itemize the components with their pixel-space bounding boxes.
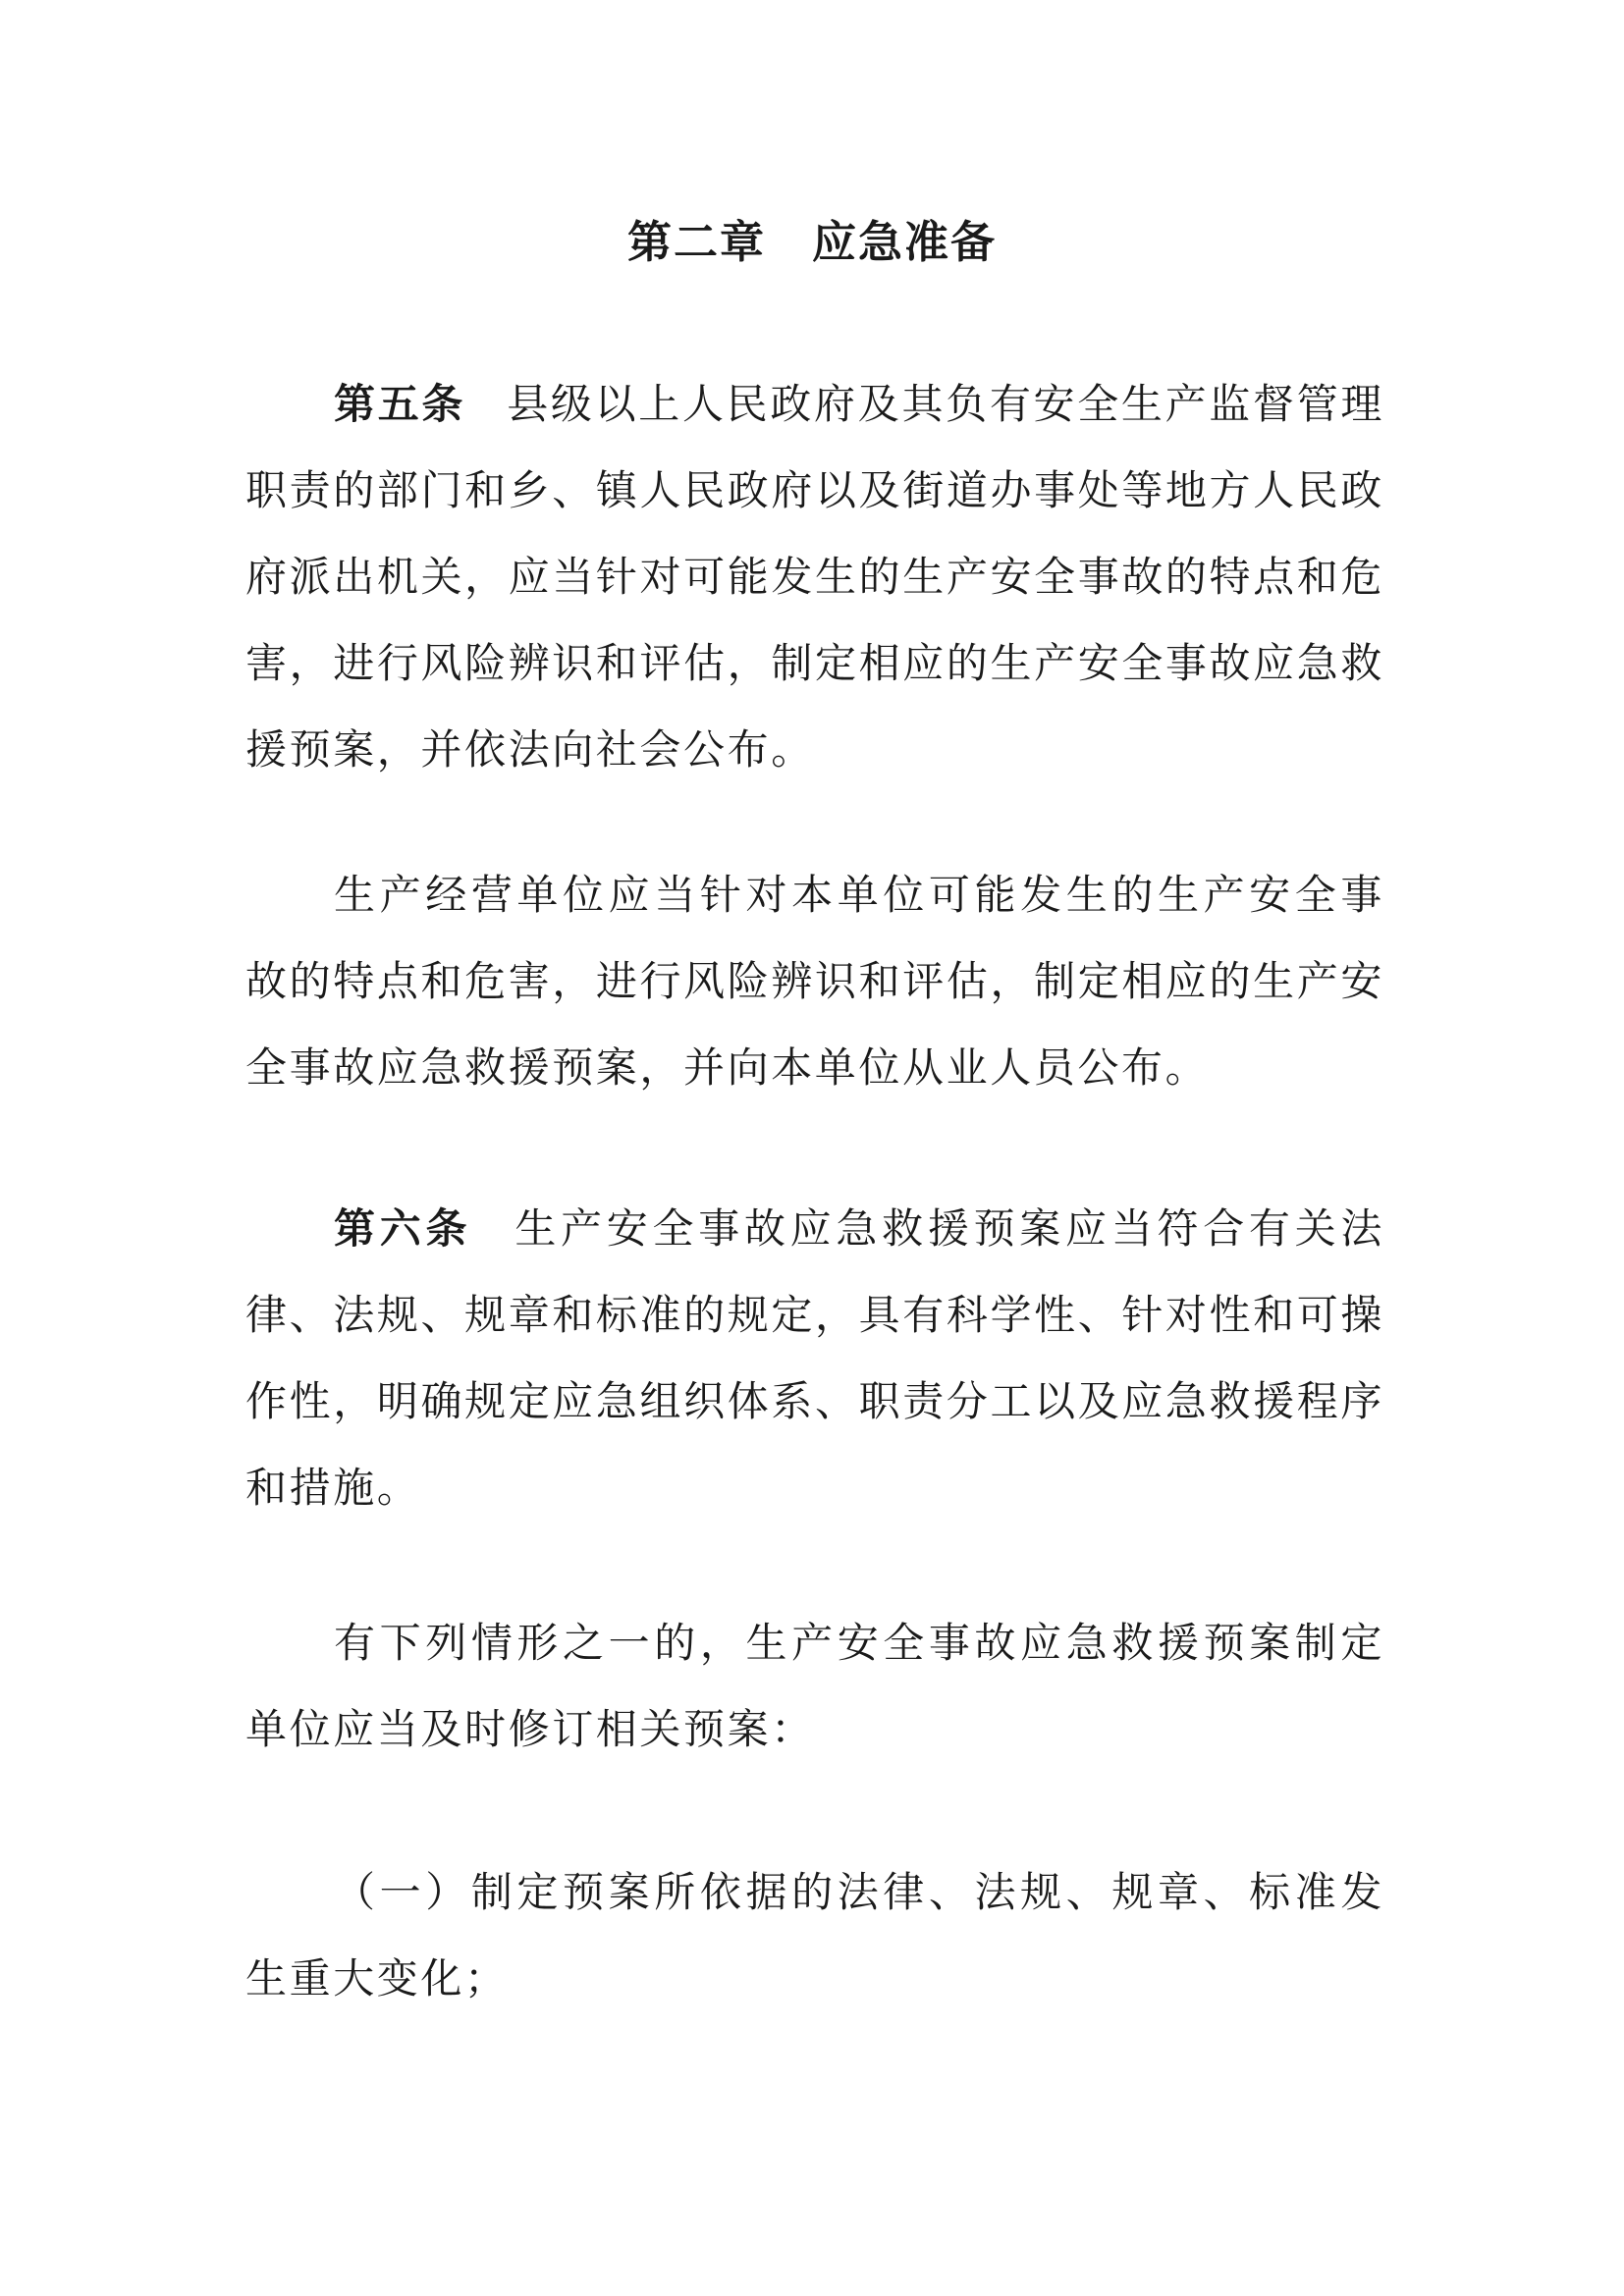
article-6-paragraph-2 [245, 1600, 1384, 1773]
paragraph-text: 生产经营单位应当针对本单位可能发生的生产安全事故的特点和危害，进行风险辨识和评估，制定相应的生产安全事故应急救援预案，并向本单位从业人员公布。 [245, 871, 1384, 1092]
article-5-paragraph [245, 361, 1384, 793]
list-item-1 [245, 1849, 1384, 2022]
paragraph-text: 有下列情形之一的，生产安全事故应急救援预案制定单位应当及时修订相关预案： [245, 1619, 1384, 1753]
article-6-paragraph [245, 1186, 1384, 1531]
article-5-paragraph-2 [245, 852, 1384, 1111]
article-text: 县级以上人民政府及其负有安全生产监督管理职责的部门和乡、镇人民政府以及街道办事处等地方人民政府派出机关，应当针对可能发生的生产安全事故的特点和危害，进行风险辨识和评估，制定相应的生产安全事故应急救援预案，并依法向社会公布。 [245, 380, 1384, 774]
article-text: 生产安全事故应急救援预案应当符合有关法律、法规、规章和标准的规定，具有科学性、针对性和可操作性，明确规定应急组织体系、职责分工以及应急救援程序和措施。 [245, 1204, 1384, 1512]
chapter-title: 第二章 应急准备 [626, 216, 997, 268]
list-item-text: （一）制定预案所依据的法律、法规、规章、标准发生重大变化； [245, 1868, 1384, 2002]
article-number: 第六条 [334, 1204, 472, 1253]
article-number: 第五条 [334, 380, 466, 428]
